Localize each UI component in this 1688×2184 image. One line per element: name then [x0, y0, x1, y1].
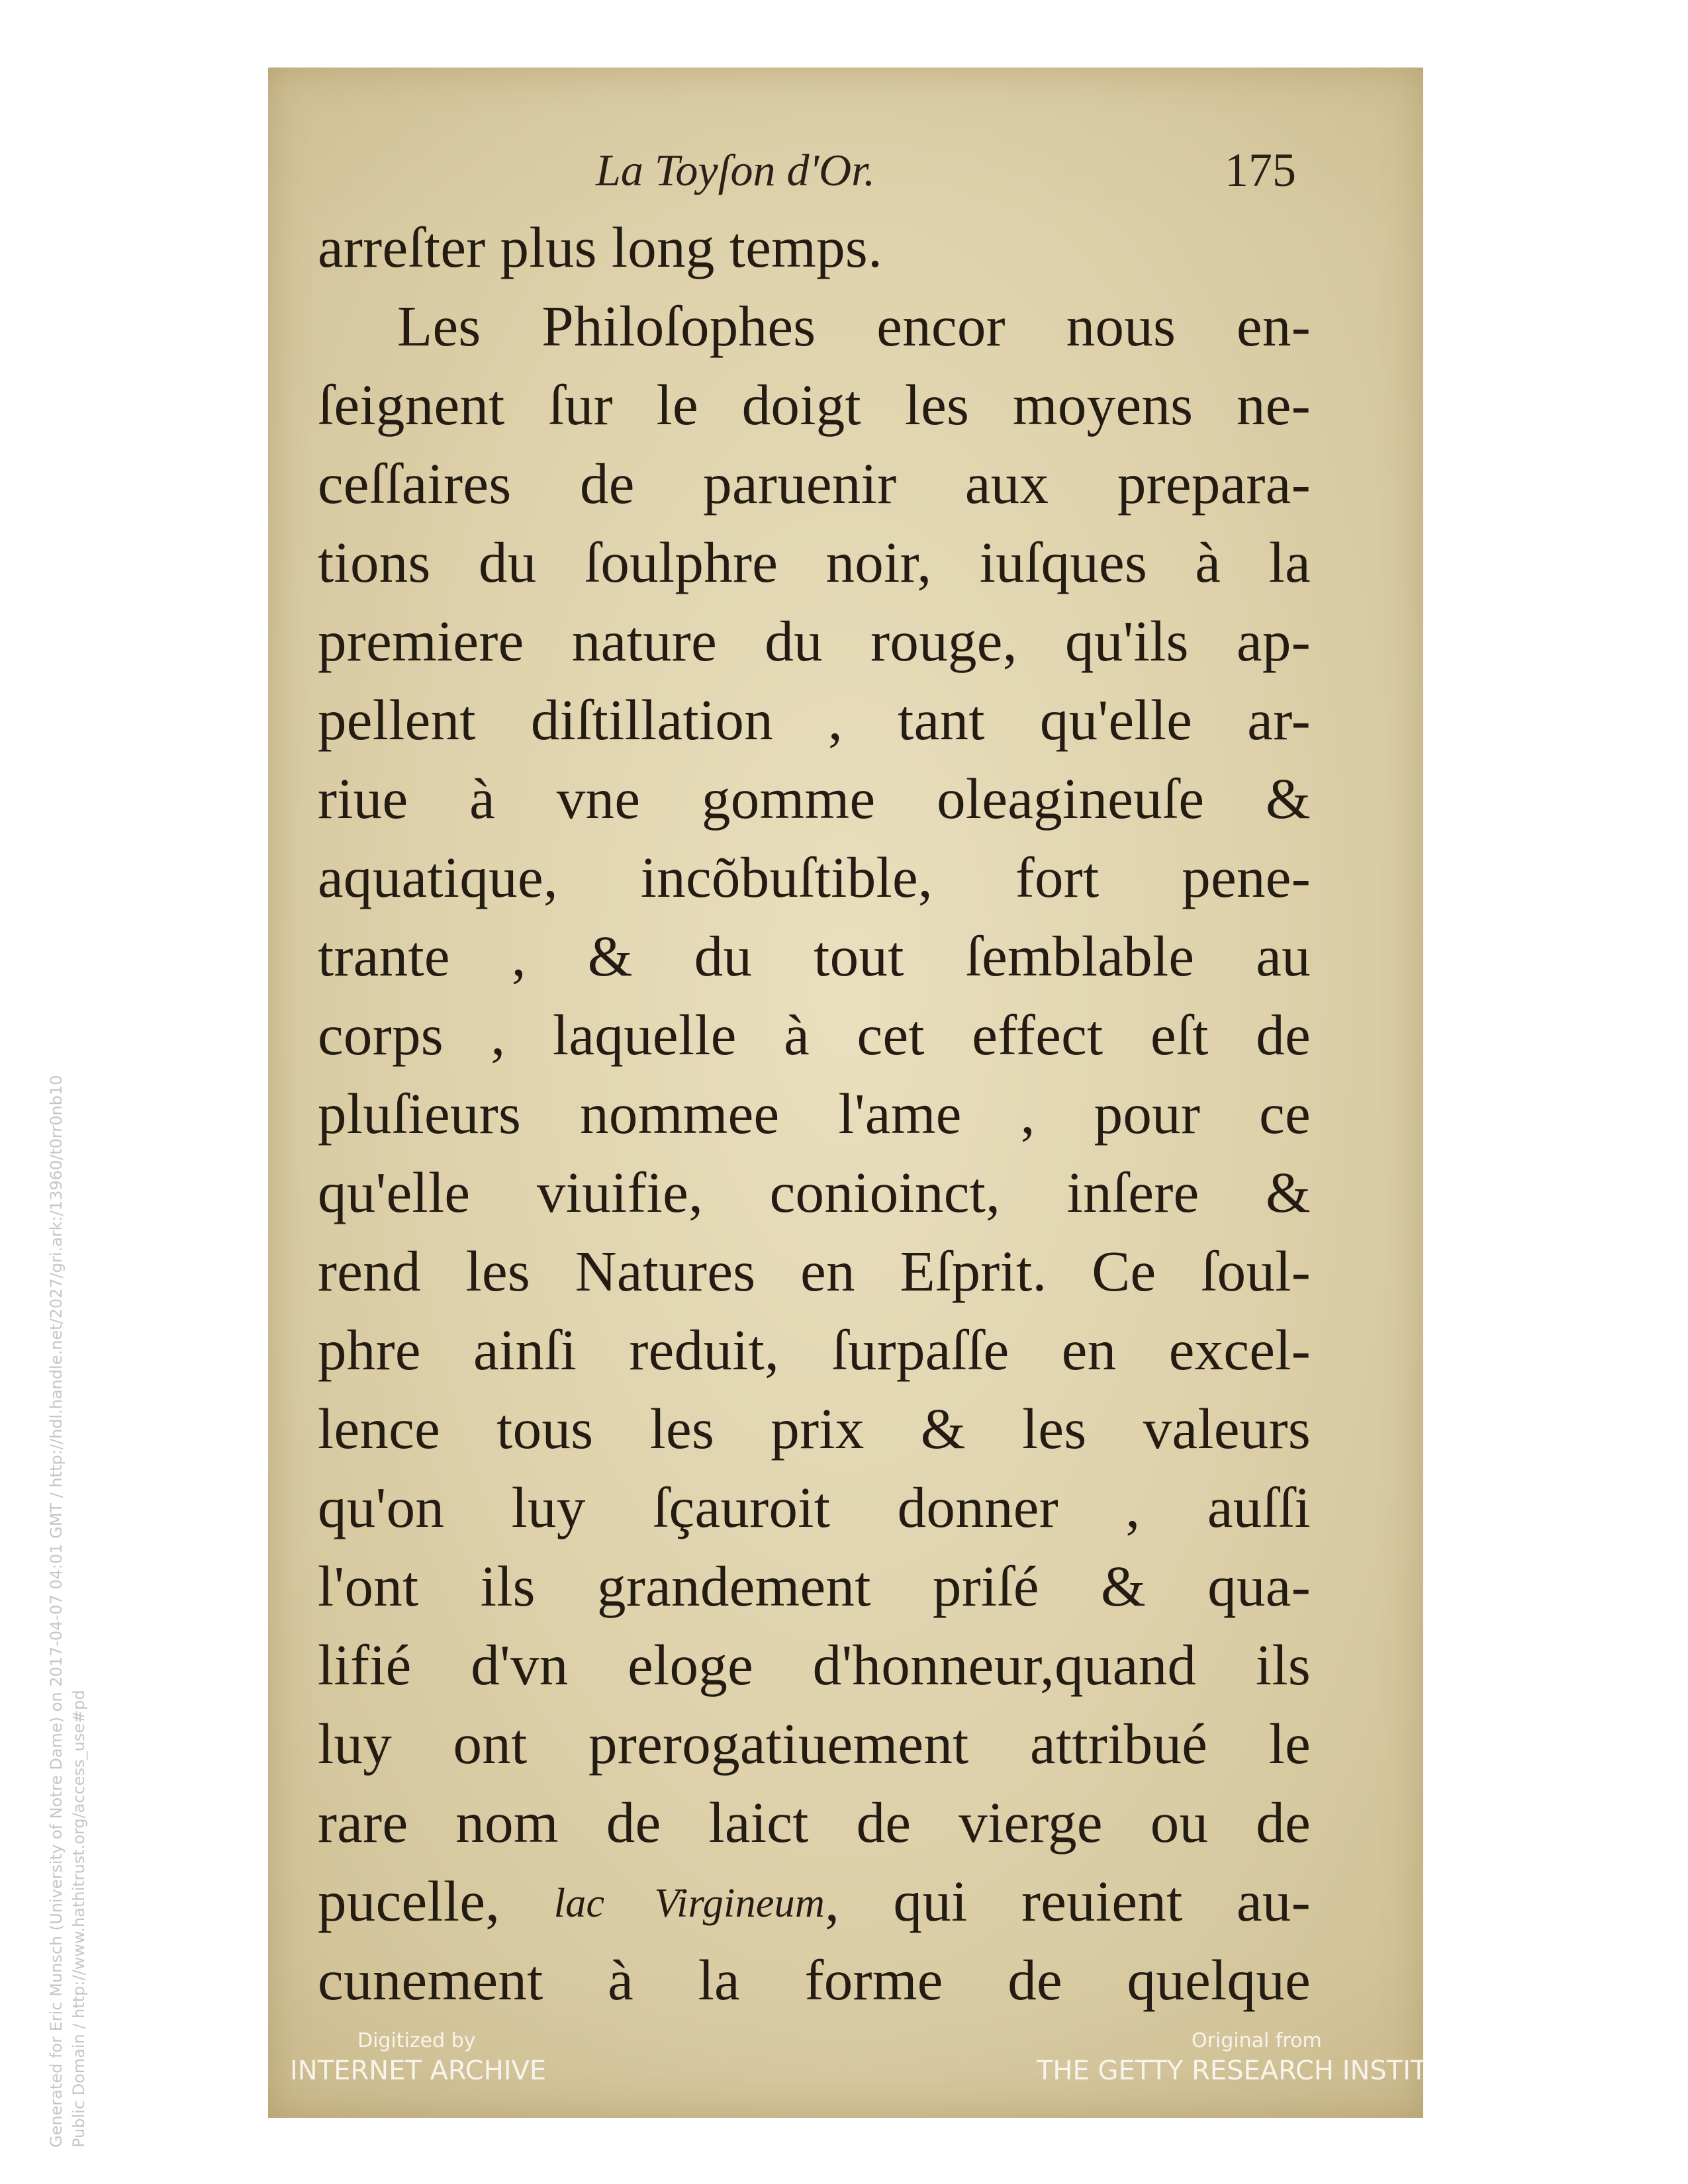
text-line: ſeignent ſur le doigt les moyens ne-	[318, 373, 1311, 437]
text-line: arreſter plus long temps.	[318, 215, 883, 279]
text-line: lence tous les prix & les valeurs	[318, 1396, 1311, 1461]
text-line: lifié d'vn eloge d'honneur,quand ils	[318, 1633, 1311, 1697]
original-from-label: Original from	[1192, 2029, 1322, 2052]
text-line-latin-phrase	[318, 1862, 1311, 1940]
running-title: La Toyſon d'Or.	[596, 145, 876, 195]
text-line: phre ainſi reduit, ſurpaſſe en excel-	[318, 1318, 1311, 1382]
text-line: riue à vne gomme oleagineuſe &	[318, 766, 1311, 831]
text-segment: , qui reuient au-	[825, 1869, 1311, 1933]
text-line: ceſſaires de paruenir aux prepara-	[318, 451, 1311, 516]
page-header	[268, 137, 1423, 203]
text-line: cunement à la forme de quelque	[318, 1948, 1311, 2012]
generation-notice-line-1: Generated for Eric Munsch (University of Notre Dame) on 2017-04-07 04:01 GMT / http://hdl.handle.net/2027/gri.ark:/13960/t0rr0nb10	[47, 1075, 66, 2148]
text-line: qu'on luy ſçauroit donner , auſſi	[318, 1475, 1311, 1539]
page-number: 175	[1225, 144, 1296, 197]
body-text	[318, 208, 1311, 2019]
text-line: Les Philoſophes encor nous en-	[397, 294, 1311, 358]
text-line: pellent diſtillation , tant qu'elle ar-	[318, 688, 1311, 752]
text-line: qu'elle viuifie, conioinct, inſere &	[318, 1160, 1311, 1224]
text-line: luy ont prerogatiuement attribué le	[318, 1711, 1311, 1776]
text-line: rare nom de laict de vierge ou de	[318, 1790, 1311, 1854]
text-segment: pucelle,	[318, 1869, 554, 1933]
scanned-page	[268, 68, 1423, 2118]
text-line: tions du ſoulphre noir, iuſques à la	[318, 530, 1311, 594]
text-line: trante , & du tout ſemblable au	[318, 924, 1311, 988]
text-line: l'ont ils grandement priſé & qua-	[318, 1554, 1311, 1618]
text-line: rend les Natures en Eſprit. Ce ſoul-	[318, 1239, 1311, 1303]
internet-archive-label: INTERNET ARCHIVE	[290, 2056, 547, 2086]
text-line: pluſieurs nommee l'ame , pour ce	[318, 1081, 1311, 1146]
getty-institute-label: THE GETTY RESEARCH INSTITUTE	[1037, 2056, 1479, 2086]
generation-notice-line-2: Public Domain / http://www.hathitrust.org/access_use#pd	[70, 1690, 88, 2148]
text-line: aquatique, incõbuſtible, fort pene-	[318, 845, 1311, 909]
latin-phrase: lac Virgineum	[553, 1881, 825, 1926]
text-line: premiere nature du rouge, qu'ils ap-	[318, 609, 1311, 673]
generation-notice	[45, 1075, 90, 2148]
digitized-by-label: Digitized by	[357, 2029, 476, 2052]
text-line: corps , laquelle à cet effect eſt de	[318, 1003, 1311, 1067]
